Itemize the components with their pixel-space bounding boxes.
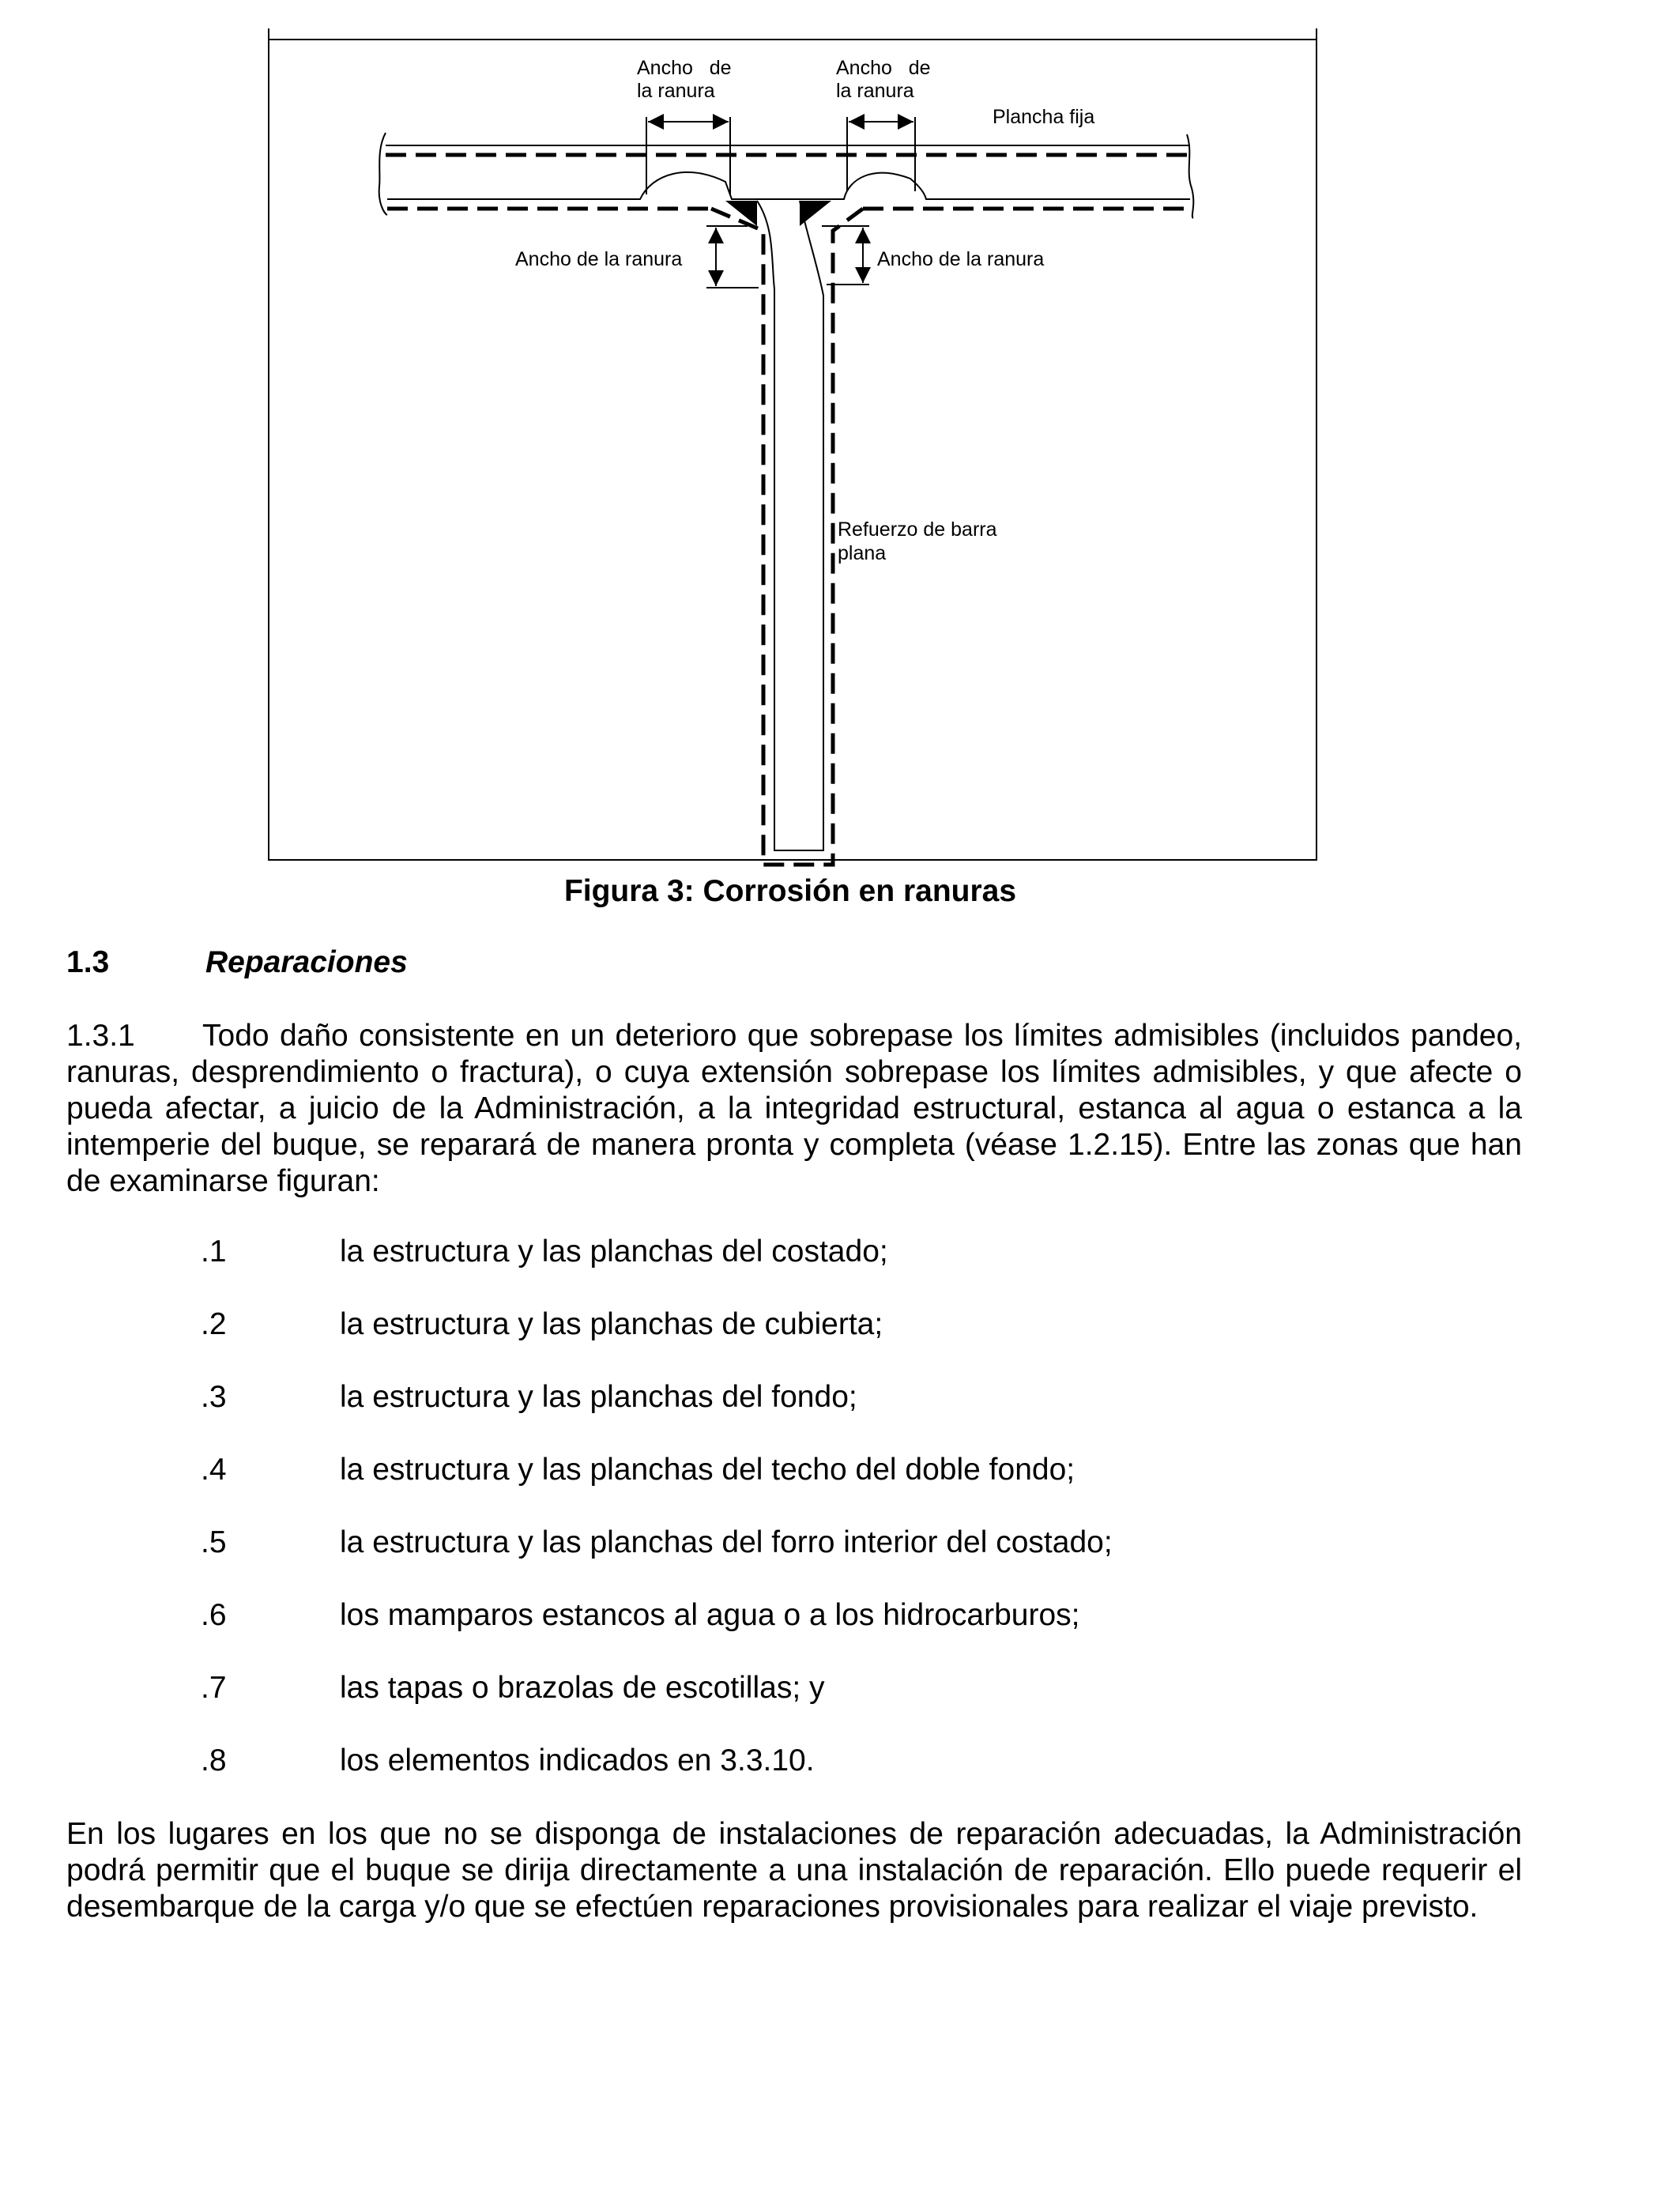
list-item	[201, 1307, 883, 1342]
list-item-number: .4	[201, 1453, 227, 1487]
section-number: 1.3	[66, 945, 110, 979]
paragraph-closing	[66, 1816, 1522, 1925]
list-item	[201, 1453, 1075, 1487]
gouge-corrosion-diagram	[261, 24, 1324, 869]
label-plate: Plancha fija	[993, 106, 1095, 128]
list-item-number: .5	[201, 1525, 227, 1559]
list-item-text: la estructura y las planchas del costado;	[340, 1235, 888, 1269]
list-item-text: las tapas o brazolas de escotillas; y	[340, 1671, 825, 1705]
section-title: Reparaciones	[205, 945, 408, 979]
list-item-number: .2	[201, 1307, 227, 1341]
label-stiffener-line2: plana	[838, 542, 887, 564]
label-top-left-line2: la ranura	[637, 80, 715, 102]
figure-caption: Figura 3: Corrosión en ranuras	[563, 874, 1017, 908]
plate-right-end	[1187, 134, 1193, 218]
list-item	[201, 1598, 1080, 1633]
list-item-number: .7	[201, 1671, 227, 1705]
list-item	[201, 1671, 825, 1706]
list-item-text: la estructura y las planchas del forro interior del costado;	[340, 1525, 1113, 1559]
label-top-right-line1: Ancho de	[836, 57, 931, 79]
list-item-text: la estructura y las planchas del techo del doble fondo;	[340, 1453, 1075, 1487]
label-top-right-line2: la ranura	[836, 80, 914, 102]
list-item-number: .1	[201, 1235, 227, 1269]
section-heading	[66, 945, 408, 980]
list-item	[201, 1380, 857, 1415]
label-top-left-line1: Ancho de	[637, 57, 732, 79]
list-item-text: los mamparos estancos al agua o a los hidrocarburos;	[340, 1598, 1080, 1632]
plate-bottom-edge	[387, 172, 1190, 199]
list-item	[201, 1525, 1113, 1560]
paragraph-1-3-1	[66, 1018, 1522, 1200]
list-item	[201, 1744, 815, 1778]
list-item-number: .6	[201, 1598, 227, 1632]
list-item-text: la estructura y las planchas del fondo;	[340, 1380, 857, 1414]
list-item	[201, 1235, 888, 1269]
paragraph-number: 1.3.1	[66, 1019, 135, 1053]
list-item-text: los elementos indicados en 3.3.10.	[340, 1744, 815, 1777]
stiffener-outline	[757, 201, 823, 850]
list-item-number: .8	[201, 1744, 227, 1777]
list-item-number: .3	[201, 1380, 227, 1414]
list-item-text: la estructura y las planchas de cubierta;	[340, 1307, 883, 1341]
paragraph-text: Todo daño consistente en un deterioro que sobrepase los límites admisibles (incluidos pandeo, ranuras, desprendimiento o fractura), o cuya extensión sobrepase los límites admisibles, y que afecte o pueda afectar, a juicio de la Administración, a la integridad estructural, estanca al agua o estanca a la intemperie del buque, se reparará de manera pronta y completa (véase 1.2.15). Entre las zonas que han de examinarse figuran:	[66, 1019, 1522, 1198]
label-mid-left: Ancho de la ranura	[515, 248, 683, 270]
label-mid-right: Ancho de la ranura	[877, 248, 1045, 270]
label-stiffener-line1: Refuerzo de barra	[838, 518, 997, 541]
figure-frame	[269, 40, 1317, 860]
paragraph-text: En los lugares en los que no se disponga de instalaciones de reparación adecuadas, la Administración podrá permitir que el buque se dirija directamente a una instalación de reparación. Ello puede requerir el desembarque de la carga y/o que se efectúen reparaciones provisionales para realizar el viaje previsto.	[66, 1817, 1522, 1924]
